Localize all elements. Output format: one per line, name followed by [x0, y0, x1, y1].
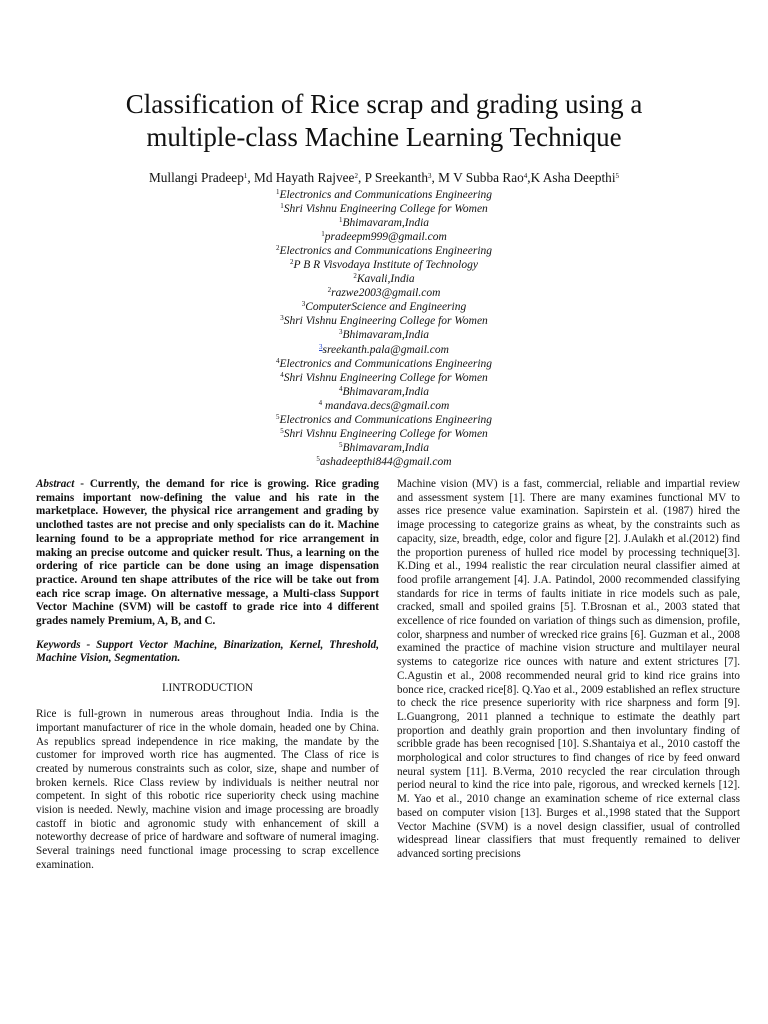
affiliation-superscript: 3 — [338, 328, 343, 337]
affiliation-superscript: 3 — [280, 314, 284, 323]
affiliation-line — [120, 328, 648, 342]
affiliation-superscript: 1 — [275, 188, 280, 196]
introduction-paragraph: Rice is full-grown in numerous areas throughout India. India is the important manufacturer of rice in the whole domain, headed one by China. As republics spread independence in rice making, the mandate by the customer for improved worth rice has augmented. The Class of rice is created by numerous constraints such as color, size, shape and number of broken kernels. Rice Class review by individuals is neither neutral nor competent. In sight of this robotic rice superiority check using machine vision is needed. Newly, machine vision and image processing are broadly castoff in biotic and agronomic study with enhancement of skill a noteworthy decrease of price of hardware and software of numeral imaging. Several trainings need functional image processing to scrap excellence examination. — [36, 708, 379, 871]
affiliation-text: Shri Vishnu Engineering College for Women — [283, 203, 488, 216]
affiliation-line — [120, 371, 648, 385]
affiliation-text: Bhimavaram,India — [342, 385, 430, 398]
affiliation-block — [120, 188, 648, 469]
abstract-label: Abstract — [36, 478, 75, 490]
section-heading-introduction: I.INTRODUCTION — [161, 682, 254, 695]
affiliation-superscript: 4 — [280, 370, 284, 379]
keywords: Keywords - Support Vector Machine, Binarization, Kernel, Threshold, Machine Vision, Segmentation. — [36, 638, 379, 665]
affiliation-superscript: 2 — [290, 258, 294, 267]
affiliation-superscript: 3 — [319, 342, 323, 351]
affiliation-text: Bhimavaram,India — [342, 441, 430, 454]
affiliation-superscript: 2 — [353, 272, 357, 281]
affiliation-superscript: 4 — [338, 384, 343, 393]
affiliation-text: Kavali,India — [356, 273, 415, 286]
affiliation-text: Shri Vishnu Engineering College for Women — [283, 315, 488, 328]
author-list — [40, 170, 728, 186]
paper-title — [50, 88, 718, 154]
author: Md Hayath Rajvee$^2$, — [254, 170, 365, 185]
title-line-2: multiple-class Machine Learning Technique — [146, 122, 622, 152]
affiliation-line — [120, 286, 648, 300]
affiliation-superscript: 1 — [280, 202, 284, 211]
left-column — [36, 478, 379, 873]
affiliation-line — [120, 188, 648, 202]
affiliation-text: Shri Vishnu Engineering College for Women — [283, 371, 488, 384]
affiliation-text: pradeepm999@gmail.com — [324, 231, 447, 244]
affiliation-line — [120, 357, 648, 371]
affiliation-superscript: 2 — [327, 286, 332, 295]
affiliation-line — [120, 244, 648, 258]
affiliation-text: Bhimavaram,India — [342, 217, 430, 230]
affiliation-text: ComputerScience and Engineering — [305, 301, 467, 314]
affiliation-text: razwe2003@gmail.com — [331, 287, 441, 300]
title-line-1: Classification of Rice scrap and grading using a — [125, 89, 643, 119]
affiliation-superscript: 5 — [316, 454, 320, 463]
affiliation-superscript: 1 — [338, 216, 343, 225]
affiliation-line — [120, 399, 648, 413]
affiliation-line — [120, 216, 648, 230]
affiliation-superscript: 1 — [321, 230, 325, 239]
affiliation-text: ashadeepthi844@gmail.com — [319, 455, 452, 468]
affiliation-line — [120, 413, 648, 427]
affiliation-line — [120, 272, 648, 286]
affiliation-superscript: 5 — [275, 412, 280, 421]
affiliation-text: sreekanth.pala@gmail.com — [322, 343, 449, 356]
affiliation-line — [120, 300, 648, 314]
affiliation-superscript: 3 — [301, 300, 306, 309]
affiliation-line — [120, 202, 648, 216]
machine-vision-paragraph: Machine vision (MV) is a fast, commercial, reliable and impartial review and assessment system [1]. There are many examines functional MV to asses rice presence value examination. Sapirstein et al. (1987) hired the image processing to categorize grains as wheat, by the constraints such as capacity, size, breadth, edge, color and figure [2]. J.Aulakh et al.(2012) find the proportion pureness of hulled rice model by processing technique[3]. K.Ding et al., 1994 realistic the rear circulation neural classifier aimed at food profile arrangement [4]. J.A. Patindol, 2000 recommended classifying standards for rice in terms of faults initiate in rice models such as pale, cracked, small and spoiled grains [5]. T.Brosnan et al., 2003 stated that excellence of rice founded on variation of things such as dimension, profile, color, sharpness and number of wrecked rice grains [6]. Guzman et al., 2008 examined the practice of machine vision structure and multilayer neural systems to categorize rice ounces with nature and extent strictures [7]. C.Agustin et al., 2008 recommended neural grid to kind rice grains into bonce rice, cracked rice[8]. Q.Yao et al., 2009 established an reflex structure to check the rice presence superiority with rice sharpness and form [9]. L.Guangrong, 2011 planned a technique to estimate the deathly part proportion and deathly grain proportion and then involuntary finding of scribble grade has been recognised [10]. S.Shantaiya et al., 2010 castoff the morphological and color structures to find changes of rice by feed onward neural system [11]. B.Verma, 2010 recycled the rear circulation through period neural to kind the rice into pale, rigorous, and wrecked kernels [12]. M. Yao et al., 2010 change an examination scheme of rice external class based on computer vision [13]. Burges et al.,1998 stated that the Support Vector Machine (SVM) is a novel design classifier, usual of controlled widespread linear classifiers that must frequently remained to deliver advanced sorting precisions — [397, 478, 740, 860]
author: M V Subba Rao$^4$, — [438, 170, 531, 185]
affiliation-line — [120, 441, 648, 455]
affiliation-superscript: 5 — [280, 426, 284, 435]
affiliation-line — [120, 455, 648, 469]
abstract — [36, 478, 379, 629]
affiliation-text: Electronics and Communications Engineering — [279, 189, 493, 201]
affiliation-line — [120, 314, 648, 328]
affiliation-text: Electronics and Communications Engineering — [279, 245, 493, 258]
affiliation-text: Electronics and Communications Engineering — [279, 413, 493, 426]
affiliation-text: Shri Vishnu Engineering College for Women — [283, 427, 488, 440]
affiliation-text: P B R Visvodaya Institute of Technology — [293, 259, 478, 272]
affiliation-line[interactable] — [120, 343, 648, 357]
affiliation-line — [120, 385, 648, 399]
author: K Asha Deepthi$^5$ — [530, 170, 620, 185]
abstract-text: - Currently, the demand for rice is growing. Rice grading remains important now-defining the value and his rate in the marketplace. However, the physical rice arrangement and grading by unclothed tastes are not precise and only specialists can do it. Machine learning found to be a appropriate method for rice arrangement in making an precise outcome and quicker result. Thus, a learning on the ordering of rice particle can be done using an image dispensation practice. Around ten shape attributes of the rice will be take out from each rice scrap image. On alternative message, a Multi-class Support Vector Machine (SVM) will be castoff to grade rice into 4 different grades namely Premium, A, B, and C. — [36, 478, 379, 628]
right-column — [397, 478, 740, 862]
affiliation-line — [120, 427, 648, 441]
author: Mullangi Pradeep$^1$, — [148, 170, 255, 185]
author: P Sreekanth$^3$, — [364, 170, 439, 185]
affiliation-superscript: 2 — [275, 244, 280, 253]
affiliation-text: mandava.decs@gmail.com — [322, 399, 450, 412]
affiliation-line — [120, 230, 648, 244]
affiliation-superscript: 4 — [275, 356, 280, 365]
affiliation-superscript: 4 — [318, 398, 323, 407]
affiliation-text: Electronics and Communications Engineering — [279, 357, 493, 370]
affiliation-superscript: 5 — [338, 440, 343, 449]
affiliation-line — [120, 258, 648, 272]
affiliation-text: Bhimavaram,India — [342, 329, 430, 342]
